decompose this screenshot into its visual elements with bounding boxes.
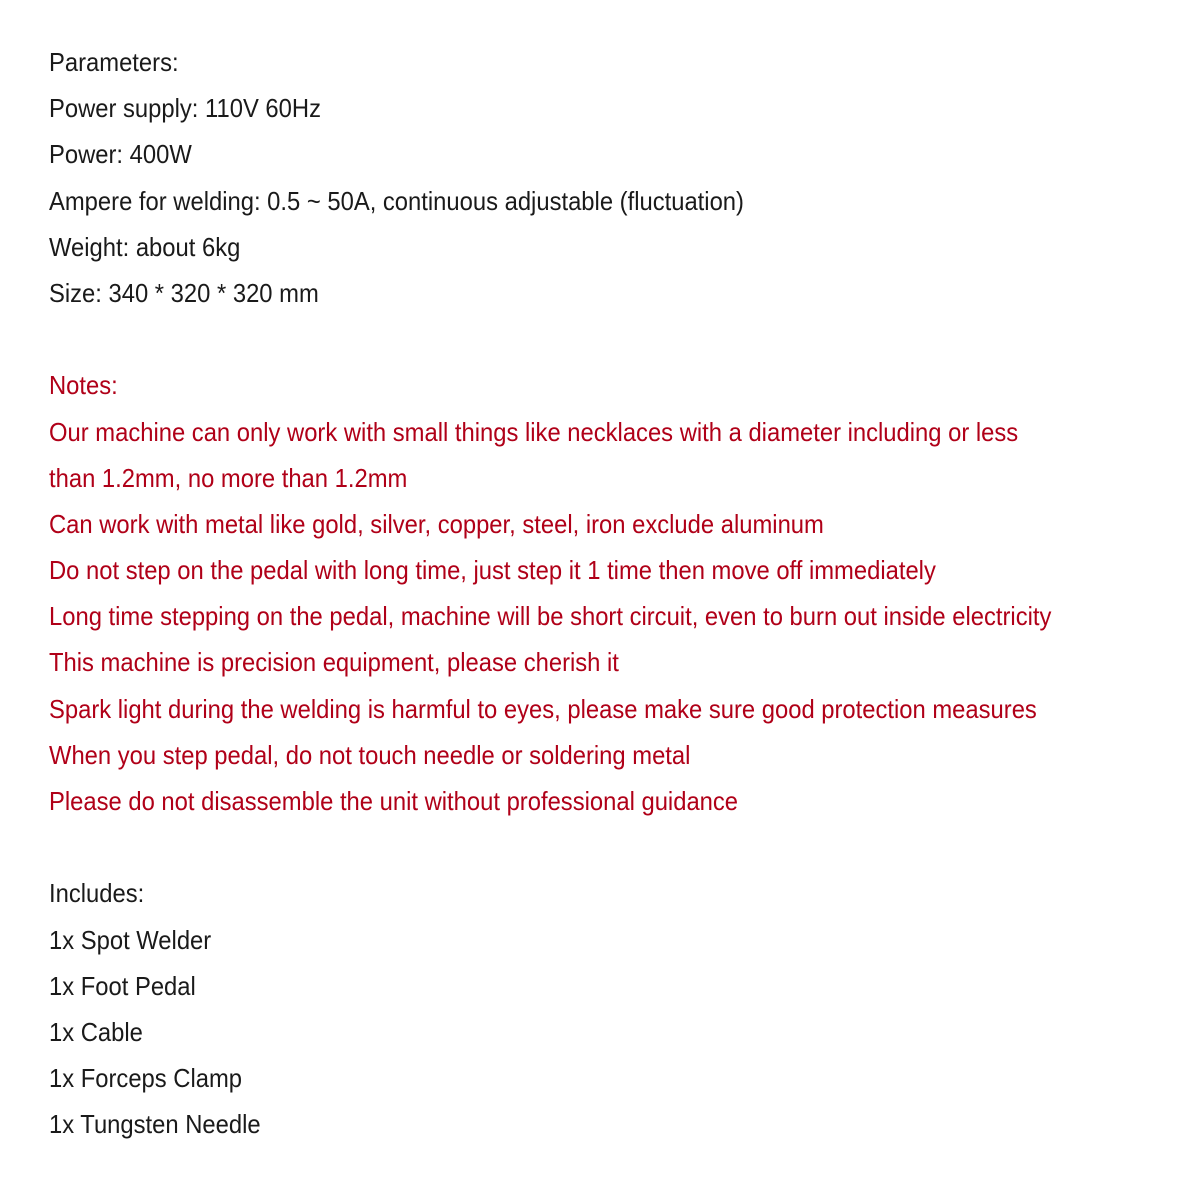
note-item: Can work with metal like gold, silver, copper, steel, iron exclude aluminum — [49, 508, 824, 539]
include-item: 1x Spot Welder — [49, 924, 212, 955]
include-item: 1x Forceps Clamp — [49, 1063, 243, 1094]
parameters-heading: Parameters: — [49, 47, 179, 77]
spacer — [49, 316, 1193, 362]
spacer — [49, 824, 1193, 870]
note-item: Our machine can only work with small things like necklaces with a diameter including or less — [49, 416, 1019, 447]
parameter-power-supply: Power supply: 110V 60Hz — [49, 93, 321, 124]
parameter-ampere: Ampere for welding: 0.5 ~ 50A, continuous adjustable (fluctuation) — [49, 185, 744, 216]
parameters-section — [49, 39, 1193, 316]
note-item: Please do not disassemble the unit without professional guidance — [49, 786, 739, 816]
parameter-size: Size: 340 * 320 * 320 mm — [49, 277, 319, 308]
include-item: 1x Cable — [49, 1016, 143, 1047]
parameter-power: Power: 400W — [49, 139, 192, 170]
parameter-weight: Weight: about 6kg — [49, 231, 241, 262]
notes-section — [49, 362, 1193, 824]
note-item: This machine is precision equipment, please cherish it — [49, 647, 619, 678]
note-item: When you step pedal, do not touch needle or soldering metal — [49, 739, 691, 770]
include-item: 1x Tungsten Needle — [49, 1109, 261, 1140]
include-item: 1x Foot Pedal — [49, 970, 196, 1001]
note-item: Spark light during the welding is harmful to eyes, please make sure good protection measures — [49, 693, 1037, 724]
notes-heading: Notes: — [49, 370, 118, 401]
product-description — [49, 39, 1193, 1148]
includes-section — [49, 870, 1193, 1147]
includes-heading: Includes: — [49, 878, 145, 909]
note-item: than 1.2mm, no more than 1.2mm — [49, 462, 408, 493]
note-item: Long time stepping on the pedal, machine will be short circuit, even to burn out inside electricity — [49, 601, 1052, 632]
note-item: Do not step on the pedal with long time, just step it 1 time then move off immediately — [49, 555, 936, 586]
